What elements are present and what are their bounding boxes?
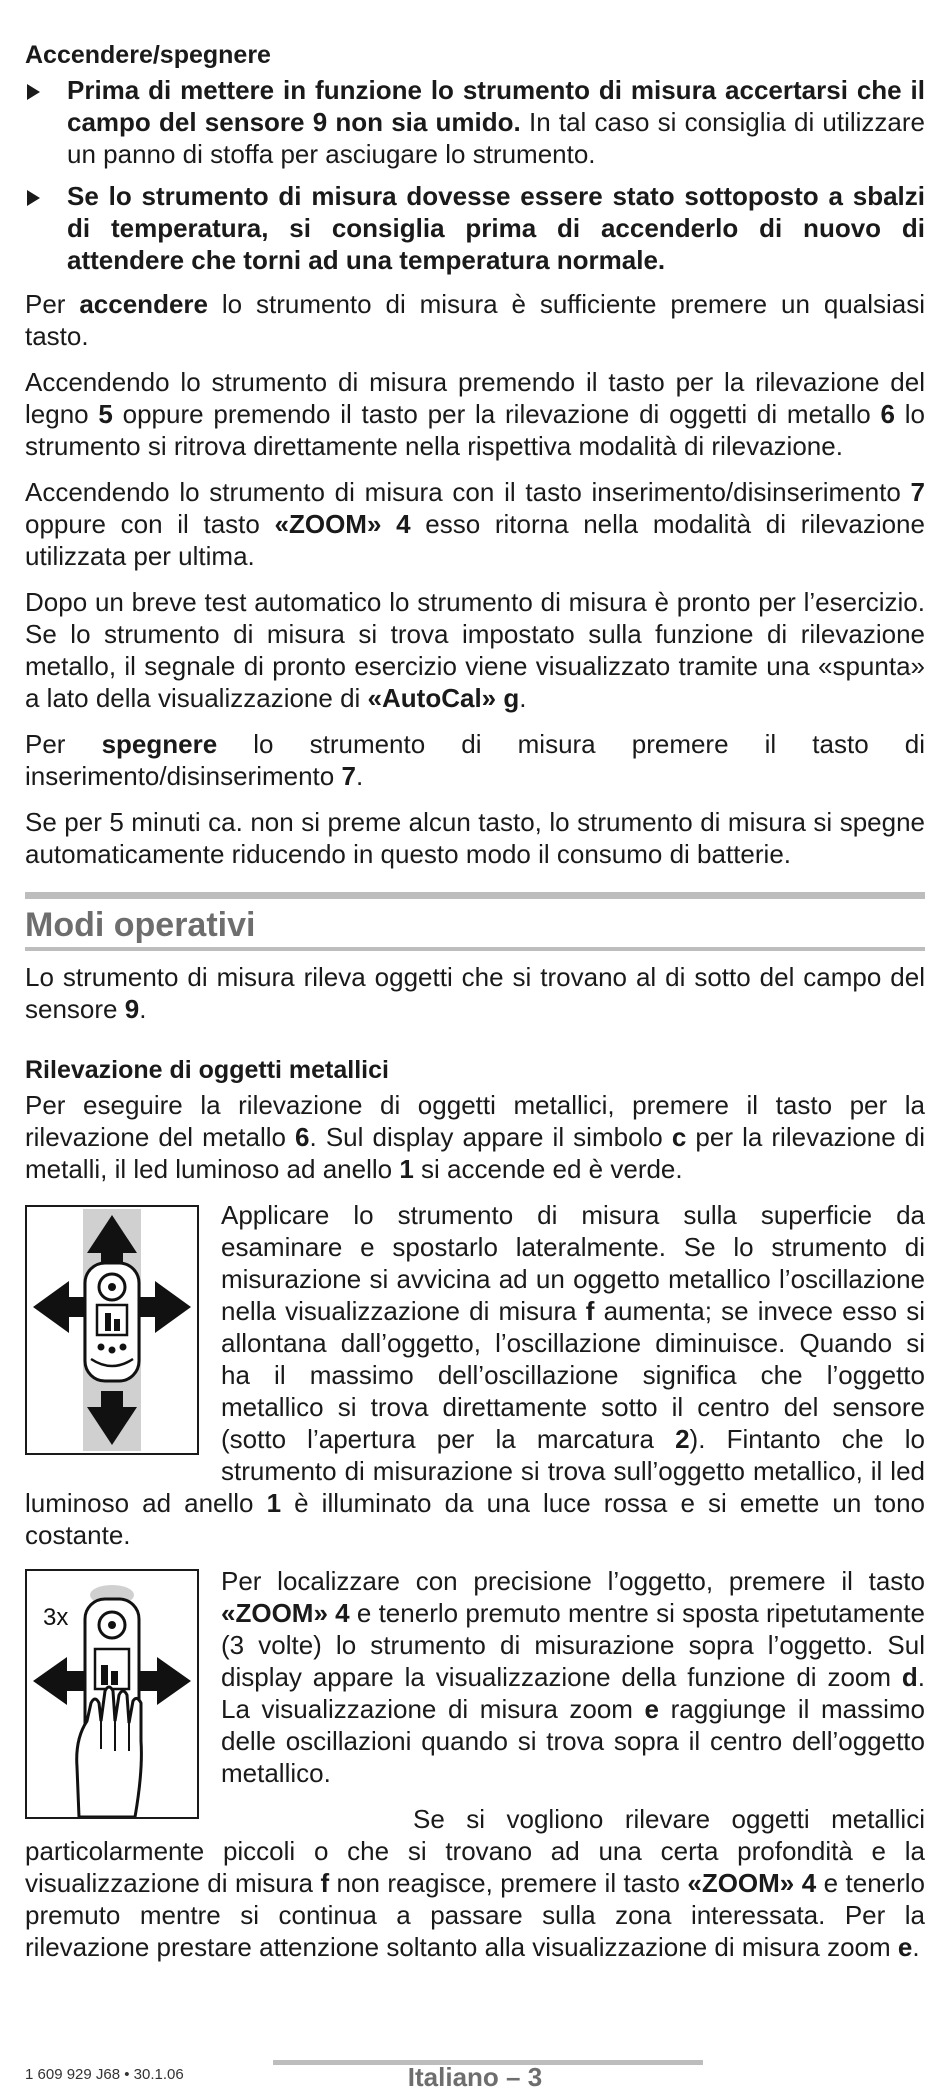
paragraph-auto-off: Se per 5 minuti ca. non si preme alcun tasto, lo strumento di misura si spegne automaticamente riducendo in questo modo il consumo di batterie. (25, 807, 925, 869)
zoom-hand-illustration (27, 1571, 197, 1817)
move-device-illustration (27, 1207, 197, 1453)
figure-text-block-zoom (25, 1565, 925, 1963)
document-reference: 1 609 929 J68 • 30.1.06 (25, 2066, 184, 2083)
warning-item: Se lo strumento di misura dovesse essere stato sottoposto a sbalzi di temperatura, si consiglia prima di accenderlo di nuovo di attendere che torni ad una temperatura normale. (25, 180, 925, 276)
paragraph-direct-mode: Accendendo lo strumento di misura premendo il tasto per la rilevazione del legno 5 oppure premendo il tasto per la rilevazione di oggetti di metallo 6 lo strumento si ritrova direttamente nella rispettiva modalità di rilevazione. (25, 367, 925, 461)
paragraph-modes-intro: Lo strumento di misura rileva oggetti che si trovano al di sotto del campo del sensore 9. (25, 962, 925, 1024)
section-heading-on-off: Accendere/spegnere (25, 41, 271, 69)
warning-item: Prima di mettere in funzione lo strumento di misura accertarsi che il campo del sensore 9 non sia umido. In tal caso si consiglia di utilizzare un panno di stoffa per asciugare lo strumento. (25, 74, 925, 170)
paragraph-self-test: Dopo un breve test automatico lo strumento di misura è pronto per l’esercizio. Se lo strumento di misura si trova impostato sulla funzione di rilevazione metallo, il segnale di pronto esercizio viene visualizzato tramite una «spunta» a lato della visualizzazione di «AutoCal» g. (25, 587, 925, 713)
bullet-triangle-icon (27, 84, 40, 100)
figure-zoom-3x (25, 1569, 199, 1819)
paragraph-small-objects: Se si vogliono rilevare oggetti metallici particolarmente piccoli o che si trovano ad una certa profondità e la visualizzazione di misura f non reagisce, premere il tasto «ZOOM» 4 e tenerlo premuto mentre si continua a passare sulla zona interessata. Per la rilevazione prestare attenzione soltanto alla visualizzazione di misura zoom e. (25, 1804, 926, 1962)
subsection-heading-metal: Rilevazione di oggetti metallici (25, 1056, 389, 1084)
figure-3x-label: 3x (43, 1604, 69, 1631)
paragraph-switch-off: Per spegnere lo strumento di misura premere il tasto di inserimento/disinserimento 7. (25, 729, 925, 791)
section-divider (25, 892, 925, 899)
paragraph-move-sideways: Applicare lo strumento di misura sulla superficie da esaminare e spostarlo lateralmente. Se lo strumento di misurazione si avvicina ad un oggetto metallico l’oscillazione nella visualizzazione di misura f aumenta; se invece esso si allontana dall’oggetto, l’oscillazione diminuisce. Quando si ha il massimo dell’oscillazione significa che l’oggetto metallico si trova direttamente sotto il centro del sensore (sotto l’apertura per la marcatura 2). Fintanto che lo strumento di misurazione si trova sull’oggetto metallico, il led luminoso ad anello 1 è illuminato da una luce rossa e si emette un tono costante. (25, 1200, 925, 1550)
manual-page (25, 38, 925, 1963)
section-divider (25, 947, 925, 951)
paragraph-last-mode: Accendendo lo strumento di misura con il tasto inserimento/disinserimento 7 oppure con il tasto «ZOOM» 4 esso ritorna nella modalità di rilevazione utilizzata per ultima. (25, 477, 925, 571)
paragraph-switch-on: Per accendere lo strumento di misura è sufficiente premere un qualsiasi tasto. (25, 289, 925, 351)
page-footer (25, 2058, 925, 2092)
page-number-label: Italiano – 3 (407, 2062, 543, 2092)
figure-move-device (25, 1205, 199, 1455)
bullet-triangle-icon (27, 190, 40, 206)
paragraph-metal-detection: Per eseguire la rilevazione di oggetti metallici, premere il tasto per la rilevazione del metallo 6. Sul display appare il simbolo c per la rilevazione di metalli, il led luminoso ad anello 1 si accende ed è verde. (25, 1090, 925, 1184)
warning-list (25, 74, 925, 276)
paragraph-zoom-locate: Per localizzare con precisione l’oggetto, premere il tasto «ZOOM» 4 e tenerlo premuto mentre si sposta ripetutamente (3 volte) lo strumento di misurazione sopra l’oggetto. Sul display appare la visualizzazione della funzione di zoom d. La visualizzazione di misura zoom e raggiunge il massimo delle oscillazioni quando si trova sopra il centro dell’oggetto metallico. (221, 1566, 926, 1788)
section-title-operating-modes: Modi operativi (25, 906, 256, 944)
figure-text-block-move (25, 1199, 925, 1551)
